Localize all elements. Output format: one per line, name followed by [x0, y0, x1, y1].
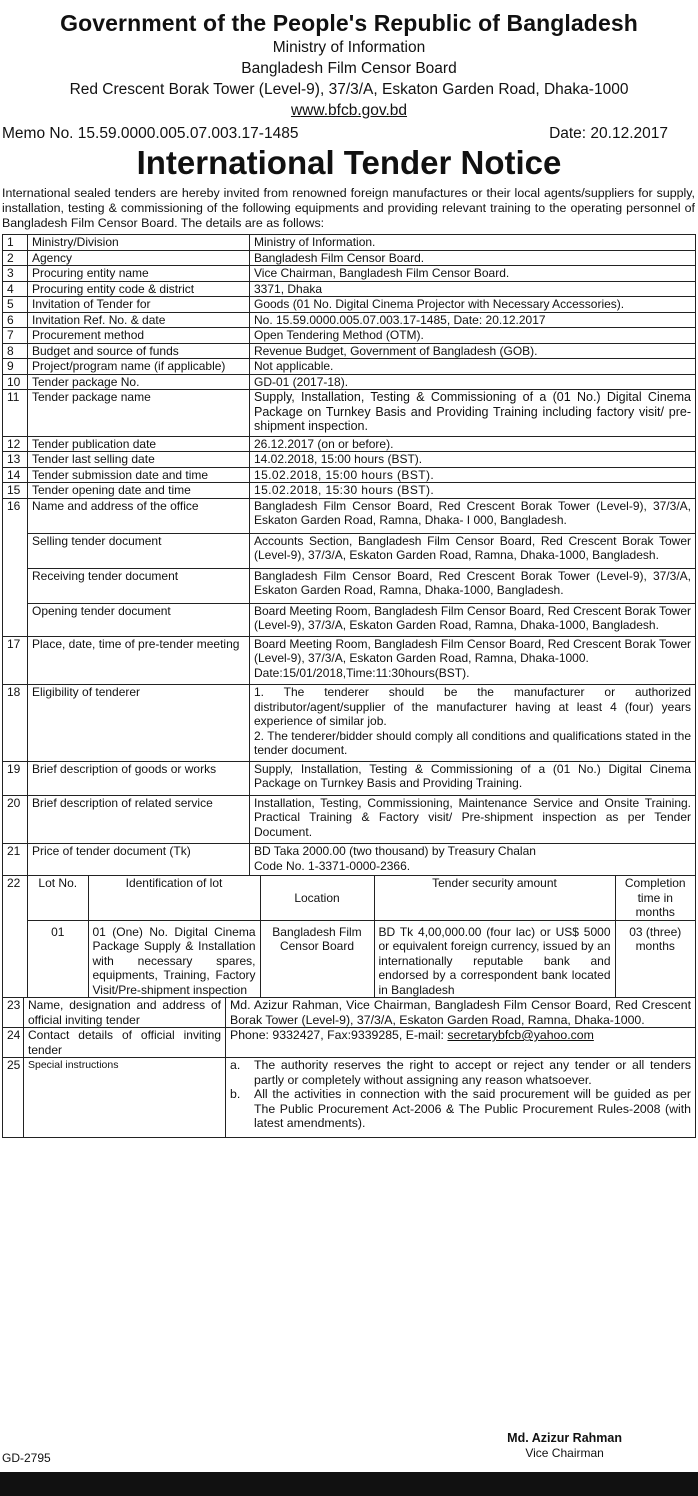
row-number: 15	[3, 483, 28, 499]
table-row	[3, 467, 696, 483]
row-number: 23	[3, 998, 24, 1028]
row-value: Installation, Testing, Commissioning, Maintenance Service and Onsite Training. Practical Training & Factory visit/ Pre-shipment inspection as per Tender Document.	[250, 795, 696, 844]
table-row	[3, 795, 696, 844]
table-row	[3, 498, 696, 533]
lot-header-row	[28, 876, 695, 920]
lot-completion: 03 (three) months	[615, 920, 695, 997]
table-row	[3, 998, 696, 1028]
table-row	[3, 297, 696, 313]
row-label: Invitation Ref. No. & date	[28, 312, 250, 328]
row-label: Tender package No.	[28, 374, 250, 390]
row-number: 25	[3, 1058, 24, 1138]
lot-row	[28, 920, 695, 997]
table-row	[3, 876, 696, 998]
row-value	[226, 1058, 696, 1138]
row-value	[250, 844, 696, 876]
table-row	[3, 1028, 696, 1058]
row-number: 16	[3, 498, 28, 636]
row-number: 8	[3, 343, 28, 359]
instruction-text: All the activities in connection with the said procurement will be guided as per The Public Procurement Act-2006 & The Public Procurement Rules-2008 (with latest amendments).	[254, 1087, 691, 1130]
row-value: Goods (01 No. Digital Cinema Projector with Necessary Accessories).	[250, 297, 696, 313]
table-row	[3, 483, 696, 499]
signatory-title: Vice Chairman	[525, 1446, 604, 1460]
row-value: Bangladesh Film Censor Board, Red Crescent Borak Tower (Level-9), 37/3/A, Eskaton Garden Road, Ramna, Dhaka-1000, Bangladesh.	[250, 568, 696, 603]
row-value: Board Meeting Room, Bangladesh Film Censor Board, Red Crescent Borak Tower (Level-9), 37/3/A, Eskaton Garden Road, Ramna, Dhaka-1000, Bangladesh.	[250, 603, 696, 636]
table-row	[3, 235, 696, 251]
row-label: Eligibility of tenderer	[28, 685, 250, 762]
row-value: Md. Azizur Rahman, Vice Chairman, Bangladesh Film Censor Board, Red Crescent Borak Tower (Level-9), 37/3/A, Eskaton Garden Road, Ramna, Dhaka-1000.	[226, 998, 696, 1028]
email-link[interactable]: secretarybfcb@yahoo.com	[447, 1028, 594, 1042]
bottom-bar	[0, 1472, 698, 1496]
row-label: Name and address of the office	[28, 498, 250, 533]
row-number: 3	[3, 266, 28, 282]
table-row	[3, 436, 696, 452]
contact-phone-fax: Phone: 9332427, Fax:9339285, E-mail:	[230, 1028, 448, 1042]
lot-security-header: Tender security amount	[374, 876, 615, 920]
row-value: Not applicable.	[250, 359, 696, 375]
pre-tender-venue: Board Meeting Room, Bangladesh Film Censor Board, Red Crescent Borak Tower (Level-9), 37/3/A, Eskaton Garden Road, Ramna, Dhaka-1000.	[254, 636, 691, 665]
lot-location-header: Location	[260, 876, 374, 920]
row-label: Project/program name (if applicable)	[28, 359, 250, 375]
row-number: 6	[3, 312, 28, 328]
table-row	[3, 603, 696, 636]
row-number: 10	[3, 374, 28, 390]
lot-ident: 01 (One) No. Digital Cinema Package Supply & Installation with necessary spares, equipments, Training, Factory Visit/Pre-shipment inspection	[88, 920, 260, 997]
row-number: 12	[3, 436, 28, 452]
row-number: 21	[3, 844, 28, 876]
row-value	[250, 685, 696, 762]
row-label: Tender opening date and time	[28, 483, 250, 499]
row-value: Vice Chairman, Bangladesh Film Censor Board.	[250, 266, 696, 282]
instruction-text: The authority reserves the right to accept or reject any tender or all tenders partly or completely without assigning any reason whatsoever.	[254, 1058, 691, 1087]
row-value: 3371, Dhaka	[250, 281, 696, 297]
row-label: Name, designation and address of official inviting tender	[24, 998, 226, 1028]
row-number: 4	[3, 281, 28, 297]
notice-header	[0, 10, 698, 121]
table-row	[3, 533, 696, 568]
row-number: 22	[3, 876, 28, 998]
board-address: Red Crescent Borak Tower (Level-9), 37/3/A, Eskaton Garden Road, Dhaka-1000	[69, 81, 629, 98]
government-title: Government of the People's Republic of Bangladesh	[60, 10, 638, 36]
row-label: Tender package name	[28, 390, 250, 437]
row-value: No. 15.59.0000.005.07.003.17-1485, Date: 20.12.2017	[250, 312, 696, 328]
table-row	[3, 685, 696, 762]
row-label: Invitation of Tender for	[28, 297, 250, 313]
row-label: Brief description of related service	[28, 795, 250, 844]
table-row	[3, 374, 696, 390]
board-name: Bangladesh Film Censor Board	[241, 60, 457, 77]
page-title: International Tender Notice	[136, 144, 562, 181]
memo-date: Date: 20.12.2017	[549, 125, 668, 142]
row-label: Selling tender document	[28, 533, 250, 568]
row-label: Contact details of official inviting tender	[24, 1028, 226, 1058]
row-number: 1	[3, 235, 28, 251]
official-details-table	[2, 998, 696, 1138]
lot-security: BD Tk 4,00,000.00 (four lac) or US$ 5000 or equivalent foreign currency, issued by an internationally reputable bank and endorsed by a correspondent bank located in Bangladesh	[374, 920, 615, 997]
table-row	[3, 636, 696, 685]
row-label: Agency	[28, 250, 250, 266]
website-link[interactable]: www.bfcb.gov.bd	[290, 102, 408, 119]
gd-code: GD-2795	[2, 1451, 51, 1465]
row-label: Ministry/Division	[28, 235, 250, 251]
row-label: Budget and source of funds	[28, 343, 250, 359]
tender-details-table	[2, 234, 696, 998]
row-value: Bangladesh Film Censor Board.	[250, 250, 696, 266]
table-row	[3, 1058, 696, 1138]
table-row	[3, 359, 696, 375]
row-number: 2	[3, 250, 28, 266]
row-label: Price of tender document (Tk)	[28, 844, 250, 876]
table-row	[3, 761, 696, 795]
row-value: Open Tendering Method (OTM).	[250, 328, 696, 344]
row-value: Supply, Installation, Testing & Commissioning of a (01 No.) Digital Cinema Package on Turnkey Basis and Providing Training.	[250, 761, 696, 795]
row-number: 5	[3, 297, 28, 313]
row-number: 18	[3, 685, 28, 762]
memo-line	[0, 125, 698, 143]
row-value: 26.12.2017 (on or before).	[250, 436, 696, 452]
lot-no-header: Lot No.	[28, 876, 88, 920]
table-row	[3, 844, 696, 876]
row-number: 14	[3, 467, 28, 483]
pre-tender-date: Date:15/01/2018,Time:11:30hours(BST).	[254, 665, 470, 680]
row-value: Supply, Installation, Testing & Commissioning of a (01 No.) Digital Cinema Package on Turnkey Basis and Providing Training including factory visit/ pre-shipment inspection.	[250, 390, 696, 437]
lot-cell	[28, 876, 696, 998]
row-number: 20	[3, 795, 28, 844]
row-label: Opening tender document	[28, 603, 250, 636]
row-number: 9	[3, 359, 28, 375]
instruction-key: a.	[230, 1058, 241, 1072]
lot-completion-header: Completion time in months	[615, 876, 695, 920]
table-row	[3, 312, 696, 328]
row-number: 24	[3, 1028, 24, 1058]
row-label: Procurement method	[28, 328, 250, 344]
row-value: Revenue Budget, Government of Bangladesh (GOB).	[250, 343, 696, 359]
row-label: Procuring entity name	[28, 266, 250, 282]
row-value: Ministry of Information.	[250, 235, 696, 251]
lot-ident-header: Identification of lot	[88, 876, 260, 920]
signatory-name: Md. Azizur Rahman	[507, 1431, 622, 1445]
row-value: Accounts Section, Bangladesh Film Censor Board, Red Crescent Borak Tower (Level-9), 37/3/A, Eskaton Garden Road, Ramna, Dhaka-1000, Bangladesh.	[250, 533, 696, 568]
row-label: Brief description of goods or works	[28, 761, 250, 795]
row-label: Place, date, time of pre-tender meeting	[28, 636, 250, 685]
signature-block	[507, 1431, 622, 1461]
memo-number: Memo No. 15.59.0000.005.07.003.17-1485	[2, 125, 299, 142]
row-value: GD-01 (2017-18).	[250, 374, 696, 390]
table-row	[3, 250, 696, 266]
table-row	[3, 281, 696, 297]
table-row	[3, 328, 696, 344]
instruction-item	[230, 1058, 691, 1087]
row-label: Special instructions	[24, 1058, 226, 1138]
lot-no: 01	[28, 920, 88, 997]
row-value: 15.02.2018, 15:30 hours (BST).	[250, 483, 696, 499]
row-value: Bangladesh Film Censor Board, Red Crescent Borak Tower (Level-9), 37/3/A, Eskaton Garden Road, Ramna, Dhaka- I 000, Bangladesh.	[250, 498, 696, 533]
intro-paragraph: International sealed tenders are hereby invited from renowned foreign manufactures or their local agents/suppliers for supply, installation, testing & commissioning of the following equipments and providing relevant training to the operating personnel of Bangladesh Film Censor Board. The details are as follows:	[2, 186, 695, 230]
eligibility-point-1: 1. The tenderer should be the manufacturer or authorized distributor/agent/supplier of the manufacturer having at least 4 (four) years experience of similar job.	[254, 685, 691, 728]
row-number: 17	[3, 636, 28, 685]
eligibility-point-2: 2. The tenderer/bidder should comply all conditions and qualifications stated in the tender document.	[254, 728, 691, 757]
table-row	[3, 568, 696, 603]
tender-price: BD Taka 2000.00 (two thousand) by Treasury Chalan	[254, 844, 536, 858]
table-row	[3, 343, 696, 359]
row-number: 13	[3, 452, 28, 468]
table-row	[3, 390, 696, 437]
lot-table	[28, 876, 695, 997]
row-number: 11	[3, 390, 28, 437]
row-label: Tender submission date and time	[28, 467, 250, 483]
row-number: 7	[3, 328, 28, 344]
row-label: Tender last selling date	[28, 452, 250, 468]
table-row	[3, 452, 696, 468]
treasury-code: Code No. 1-3371-0000-2366.	[254, 858, 411, 873]
lot-location: Bangladesh Film Censor Board	[260, 920, 374, 997]
row-number: 19	[3, 761, 28, 795]
row-value	[226, 1028, 696, 1058]
row-label: Receiving tender document	[28, 568, 250, 603]
row-value	[250, 636, 696, 685]
row-value: 15.02.2018, 15:00 hours (BST).	[250, 467, 696, 483]
instruction-list	[230, 1058, 691, 1131]
ministry-name: Ministry of Information	[272, 39, 426, 56]
instruction-key: b.	[230, 1087, 241, 1101]
row-label: Tender publication date	[28, 436, 250, 452]
row-value: 14.02.2018, 15:00 hours (BST).	[250, 452, 696, 468]
instruction-item	[230, 1087, 691, 1131]
table-row	[3, 266, 696, 282]
row-label: Procuring entity code & district	[28, 281, 250, 297]
